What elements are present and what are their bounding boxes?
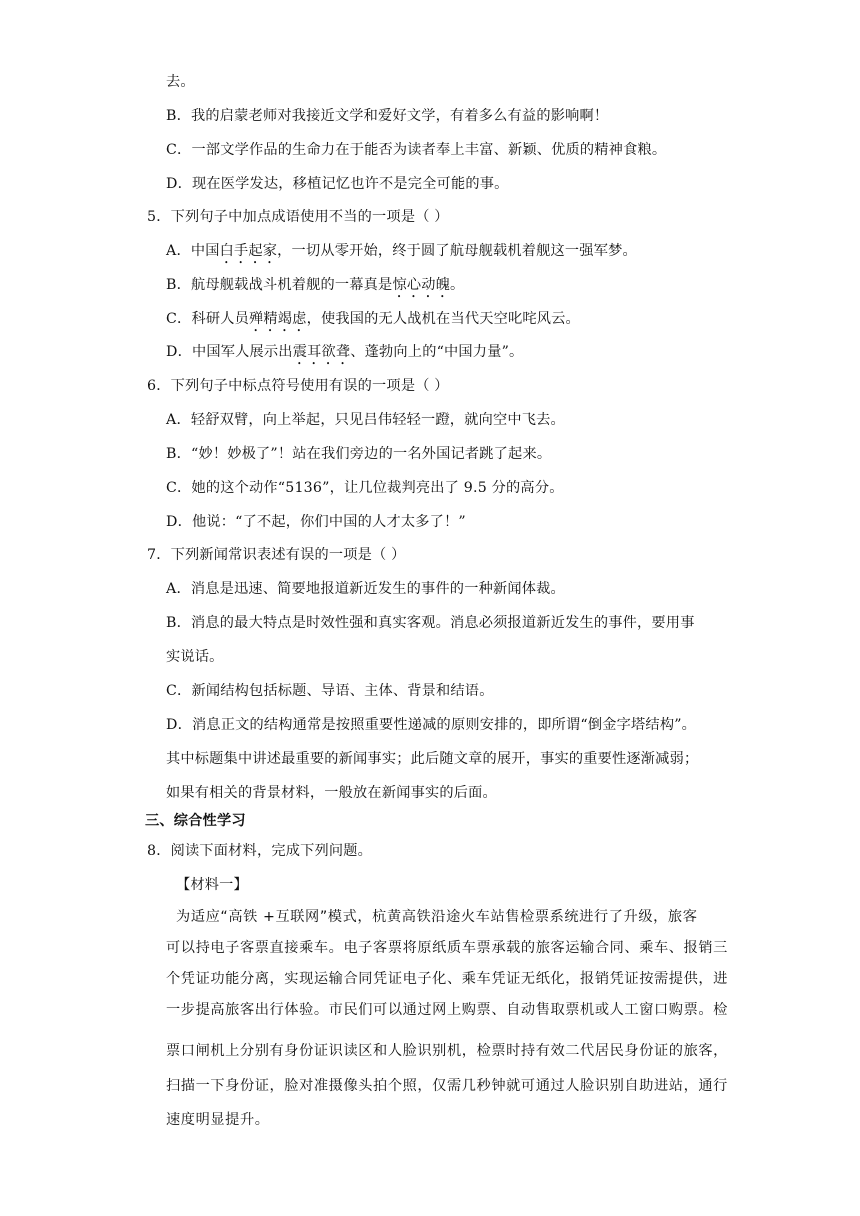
question-6: 6．下列句子中标点符号使用有误的一项是（ ） [147,378,449,394]
section-heading: 三、综合性学习 [145,813,246,829]
option-c: C．一部文学作品的生命力在于能否为读者奉上丰富、新颖、优质的精神食粮。 [166,142,667,158]
option-text: 。 [450,277,465,293]
option-text: D．中国军人展示出 [166,344,293,360]
q7-option-b: B．消息的最大特点是时效性强和真实客观。消息必须报道新近发生的事件，要用事 [166,615,695,631]
material-paragraph-line: 为适应“高铁 +互联网”模式，杭黄高铁沿途火车站售检票系统进行了升级，旅客 [176,909,698,925]
option-b: B．我的启蒙老师对我接近文学和爱好文学，有着多么有益的影响啊！ [166,108,609,124]
q7-option-c: C．新闻结构包括标题、导语、主体、背景和结语。 [166,683,494,699]
dotted-idiom: 惊心动魄 [392,277,451,293]
material-paragraph-line: 个凭证功能分离，实现运输合同凭证电子化、乘车凭证无纸化，报销凭证按需提供，进 [166,971,728,987]
q5-option-c [166,309,580,335]
option-text: ，一切从零开始，终于圆了航母舰载机着舰这一强军梦。 [277,243,637,259]
q5-option-a [166,241,637,267]
q7-option-d-cont: 其中标题集中讲述最重要的新闻事实；此后随文章的展开，事实的重要性逐渐减弱； [166,751,699,767]
dotted-idiom: 殚精竭虑 [249,311,307,327]
material-label: 【材料一】 [176,877,248,893]
material-paragraph-line: 票口闸机上分别有身份证识读区和人脸识别机，检票时持有效二代居民身份证的旅客， [166,1043,728,1059]
question-8: 8．阅读下面材料，完成下列问题。 [147,843,373,859]
option-text: C．科研人员 [166,311,249,327]
q6-option-d: D．他说：“了不起，你们中国的人才太多了！” [166,514,466,530]
material-paragraph-line: 一步提高旅客出行体验。市民们可以通过网上购票、自动售取票机或人工窗口购票。检 [166,1002,728,1018]
q7-option-d-cont: 如果有相关的背景材料，一般放在新闻事实的后面。 [166,785,497,801]
material-paragraph-line: 速度明显提升。 [166,1112,270,1128]
option-text: B．航母舰载战斗机着舰的一幕真是 [166,277,393,293]
dotted-idiom: 白手起家 [219,243,278,259]
q5-option-d [166,342,523,368]
dotted-idiom: 震耳欲聋 [292,344,351,360]
q7-option-d: D．消息正文的结构通常是按照重要性递减的原则安排的，即所谓“倒金字塔结构”。 [166,717,697,733]
option-text: 、蓬勃向上的“中国力量”。 [350,344,524,360]
material-paragraph-line: 扫描一下身份证，脸对准摄像头拍个照，仅需几秒钟就可通过人脸识别自助进站，通行 [166,1078,728,1094]
q5-option-b [166,275,464,301]
q6-option-b: B．“妙！妙极了”！站在我们旁边的一名外国记者跳了起来。 [166,446,552,462]
option-d: D．现在医学发达，移植记忆也许不是完全可能的事。 [166,176,509,192]
question-7: 7．下列新闻常识表述有误的一项是（ ） [147,547,406,563]
q7-option-b-cont: 实说话。 [166,649,224,665]
text-line: 去。 [166,74,195,90]
option-text: A．中国 [166,243,220,259]
material-paragraph-line: 可以持电子客票直接乘车。电子客票将原纸质车票承载的旅客运输合同、乘车、报销三 [166,940,728,956]
q6-option-a: A．轻舒双臂，向上举起，只见吕伟轻轻一蹬，就向空中飞去。 [166,412,565,428]
q7-option-a: A．消息是迅速、简要地报道新近发生的事件的一种新闻体裁。 [166,581,565,597]
option-text: ，使我国的无人战机在当代天空叱咤风云。 [306,311,580,327]
question-5: 5．下列句子中加点成语使用不当的一项是（ ） [147,209,449,225]
q6-option-c: C．她的这个动作“5136”，让几位裁判亮出了 9.5 分的高分。 [166,480,564,496]
